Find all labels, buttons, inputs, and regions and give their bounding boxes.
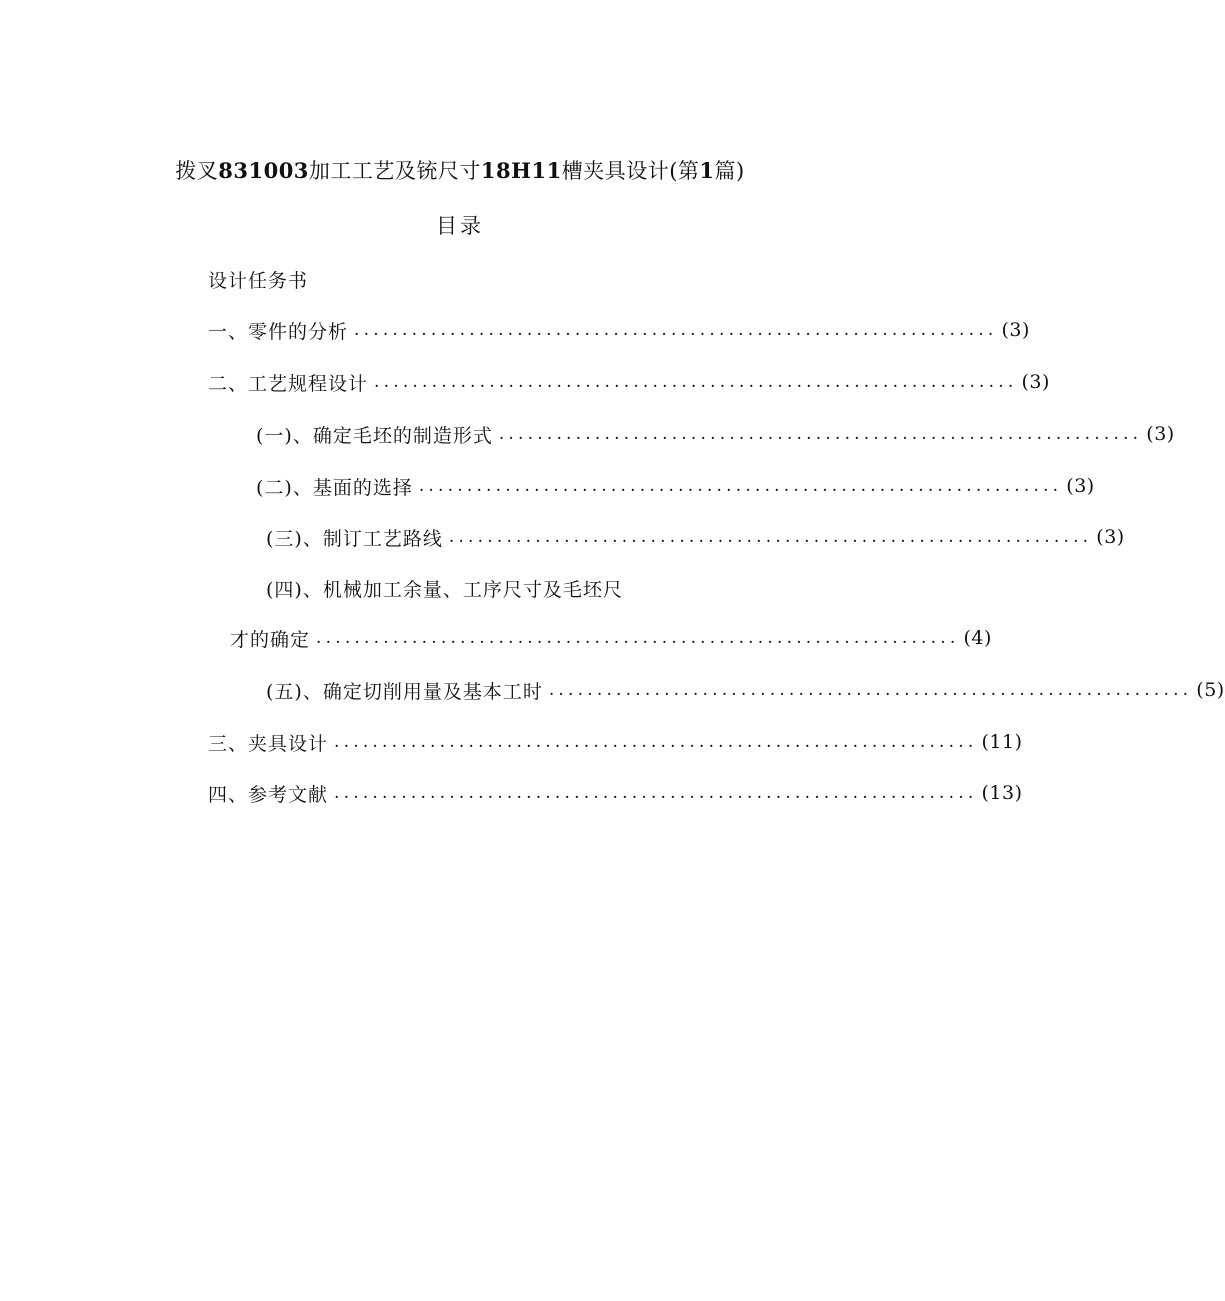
toc-entry-label: 二、工艺规程设计 (208, 372, 369, 395)
toc-entry-label: (四)、机械加工余量、工序尺寸及毛坯尺 (266, 578, 623, 601)
toc-entry-page: (3) (1001, 319, 1030, 341)
toc-leader: ................................................................... (448, 527, 1093, 547)
title-part: 篇) (714, 159, 745, 183)
toc-leader: ................................................................... (374, 372, 1018, 392)
toc-entry (230, 624, 992, 652)
toc-heading: 目录 (436, 214, 484, 238)
toc-entry-label: 四、参考文献 (208, 783, 329, 806)
toc-entry (256, 472, 1095, 500)
toc-entry-label: (五)、确定切削用量及基本工时 (266, 680, 543, 703)
toc-first-line: 设计任务书 (208, 270, 309, 292)
toc-entry (266, 523, 1125, 551)
toc-leader: ................................................................... (334, 783, 978, 803)
toc-entry-page: (3) (1096, 526, 1125, 548)
title-part: 加工工艺及铳尺寸 (308, 159, 481, 183)
toc-entry-label: 一、零件的分析 (208, 320, 349, 343)
toc-entry-label: 才的确定 (230, 628, 311, 651)
toc-leader: ................................................................... (316, 628, 960, 648)
toc-entry (266, 676, 1225, 704)
toc-leader: ................................................................... (498, 424, 1143, 444)
title-part: 拨叉 (175, 159, 219, 183)
toc-entry-label: (二)、基面的选择 (256, 476, 413, 499)
toc-leader: ................................................................... (354, 320, 998, 340)
toc-entry-label: 三、夹具设计 (208, 732, 329, 755)
document-title (0, 155, 920, 185)
toc-entry-page: (11) (981, 731, 1023, 753)
toc-leader: ................................................................... (548, 680, 1193, 700)
toc-entry (266, 574, 686, 602)
toc-entry (208, 316, 1030, 344)
toc-entry (208, 728, 1023, 756)
toc-entry-label: (一)、确定毛坯的制造形式 (256, 424, 493, 447)
toc-entry-page: (3) (1146, 423, 1175, 445)
title-part-bold: 1 (699, 158, 715, 183)
title-part-bold: 831003 (218, 158, 309, 183)
toc-entry-page: (3) (1066, 475, 1095, 497)
toc-entry-page: (4) (963, 627, 992, 649)
toc-entry (256, 420, 1175, 448)
toc-entry (208, 779, 1023, 807)
title-part: 槽夹具设计(第 (561, 159, 700, 183)
toc-entry-page: (13) (981, 782, 1023, 804)
toc-entry-page: (3) (1021, 371, 1050, 393)
toc-entry-label: (三)、制订工艺路线 (266, 527, 443, 550)
title-part-bold: 18H11 (480, 158, 562, 183)
toc-entry (208, 368, 1050, 396)
toc-leader: ................................................................... (418, 476, 1063, 496)
toc-entry-page: (5) (1196, 679, 1225, 701)
toc-leader: ................................................................... (334, 732, 978, 752)
